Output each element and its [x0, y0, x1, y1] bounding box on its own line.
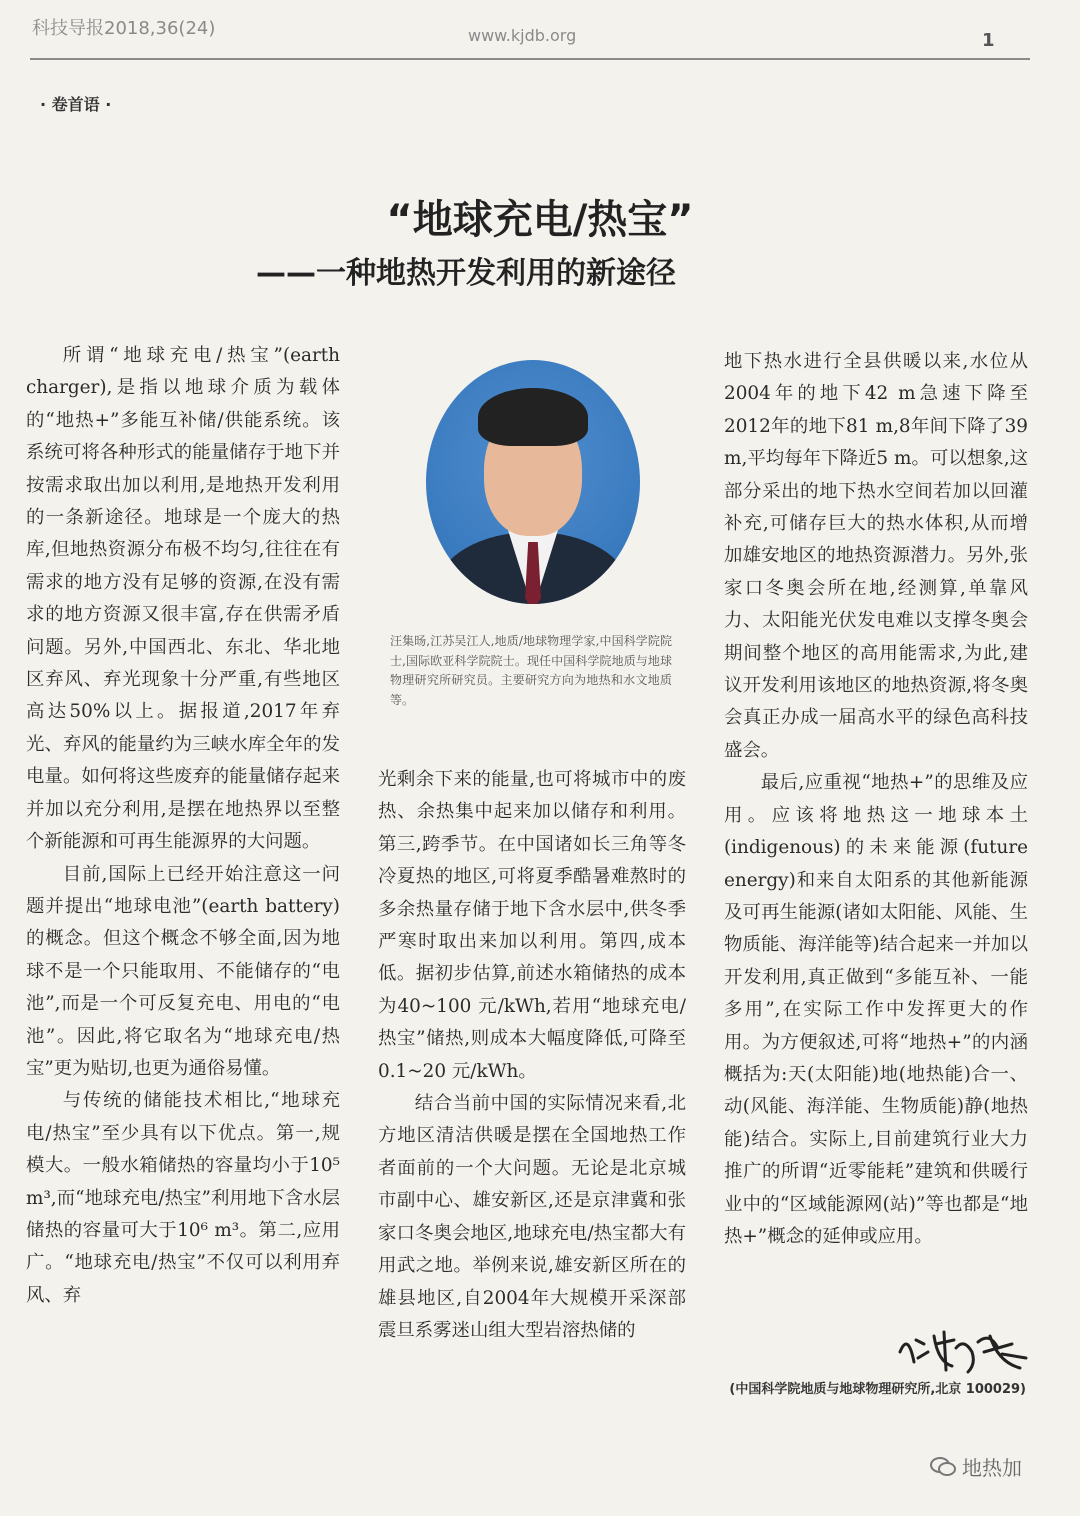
- article-title: “地球充电/热宝”: [386, 197, 694, 243]
- paragraph: 与传统的储能技术相比,“地球充电/热宝”至少具有以下优点。第一,规模大。一般水箱储热的容量均小于10⁵ m³,而“地球充电/热宝”利用地下含水层储热的容量可大于10⁶ m³。第二,应用广。“地球充电/热宝”不仅可以利用弃风、弃: [26, 1090, 340, 1306]
- wechat-icon: [930, 1456, 956, 1478]
- header-divider: [30, 58, 1030, 60]
- paragraph: 目前,国际上已经开始注意这一问题并提出“地球电池”(earth battery)的概念。但这个概念不够全面,因为地球不是一个只能取用、不能储存的“电池”,而是一个可反复充电、用电的“电池”。因此,将它取名为“地球充电/热宝”更为贴切,也更为通俗易懂。: [26, 863, 340, 1079]
- handwritten-signature-icon: [894, 1322, 1034, 1378]
- watermark-text: 地热加: [962, 1456, 1022, 1480]
- text-column-2: [378, 764, 686, 1347]
- page-number: 1: [982, 30, 995, 51]
- text-column-1: [26, 340, 340, 1312]
- journal-url: www.kjdb.org: [468, 26, 577, 45]
- author-affiliation: (中国科学院地质与地球物理研究所,北京 100029): [729, 1382, 1026, 1397]
- paragraph: 所谓“地球充电/热宝”(earth charger),是指以地球介质为载体的“地热+”多能互补储/供能系统。该系统可将各种形式的能量储存于地下并按需求取出加以利用,是地热开发利用的一条新途径。地球是一个庞大的热库,但地热资源分布极不均匀,往往在有需求的地方没有足够的资源,在没有需求的地方资源又很丰富,存在供需矛盾问题。另外,中国西北、东北、华北地区弃风、弃光现象十分严重,有些地区高达50%以上。据报道,2017年弃光、弃风的能量约为三峡水库全年的发电量。如何将这些废弃的能量储存起来并加以充分利用,是摆在地热界以至整个新能源和可再生能源界的大问题。: [26, 345, 340, 853]
- text-column-3: [724, 346, 1028, 1253]
- journal-citation: 科技导报2018,36(24): [32, 18, 216, 39]
- person-portrait-icon: [426, 360, 640, 604]
- portrait-caption: 汪集旸,江苏吴江人,地质/地球物理学家,中国科学院院士,国际欧亚科学院院士。现任中国科学院地质与地球物理研究所研究员。主要研究方向为地热和水文地质等。: [390, 634, 672, 707]
- paragraph: 地下热水进行全县供暖以来,水位从2004年的地下42 m急速下降至2012年的地下81 m,8年间下降了39 m,平均每年下降近5 m。可以想象,这部分采出的地下热水空间若加以回灌补充,可储存巨大的热水体积,从而增加雄安地区的地热资源潜力。另外,张家口冬奥会所在地,经测算,单靠风力、太阳能光伏发电难以支撑冬奥会期间整个地区的高用能需求,为此,建议开发利用该地区的地热资源,将冬奥会真正办成一届高水平的绿色高科技盛会。: [724, 351, 1028, 761]
- article-subtitle: ——一种地热开发利用的新途径: [256, 256, 676, 291]
- section-label: · 卷首语 ·: [40, 95, 112, 114]
- paragraph: 结合当前中国的实际情况来看,北方地区清洁供暖是摆在全国地热工作者面前的一个大问题。无论是北京城市副中心、雄安新区,还是京津冀和张家口冬奥会地区,地球充电/热宝都大有用武之地。举例来说,雄安新区所在的雄县地区,自2004年大规模开采深部震旦系雾迷山组大型岩溶热储的: [378, 1093, 686, 1341]
- paragraph: 光剩余下来的能量,也可将城市中的废热、余热集中起来加以储存和利用。第三,跨季节。在中国诸如长三角等冬冷夏热的地区,可将夏季酷暑难熬时的多余热量存储于地下含水层中,供冬季严寒时取出来加以利用。第四,成本低。据初步估算,前述水箱储热的成本为40~100 元/kWh,若用“地球充电/热宝”储热,则成本大幅度降低,可降至0.1~20 元/kWh。: [378, 769, 686, 1082]
- paragraph: 最后,应重视“地热+”的思维及应用。应该将地热这一地球本土(indigenous)的未来能源(future energy)和来自太阳系的其他新能源及可再生能源(诸如太阳能、风能、生物质能、海洋能等)结合起来一并加以开发利用,真正做到“多能互补、一能多用”,在实际工作中发挥更大的作用。为方便叙述,可将“地热+”的内涵概括为:天(太阳能)地(地热能)合一、动(风能、海洋能、生物质能)静(地热能)结合。实际上,目前建筑行业大力推广的所谓“近零能耗”建筑和供暖行业中的“区域能源网(站)”等也都是“地热+”概念的延伸或应用。: [724, 772, 1028, 1247]
- watermark: [930, 1452, 1022, 1481]
